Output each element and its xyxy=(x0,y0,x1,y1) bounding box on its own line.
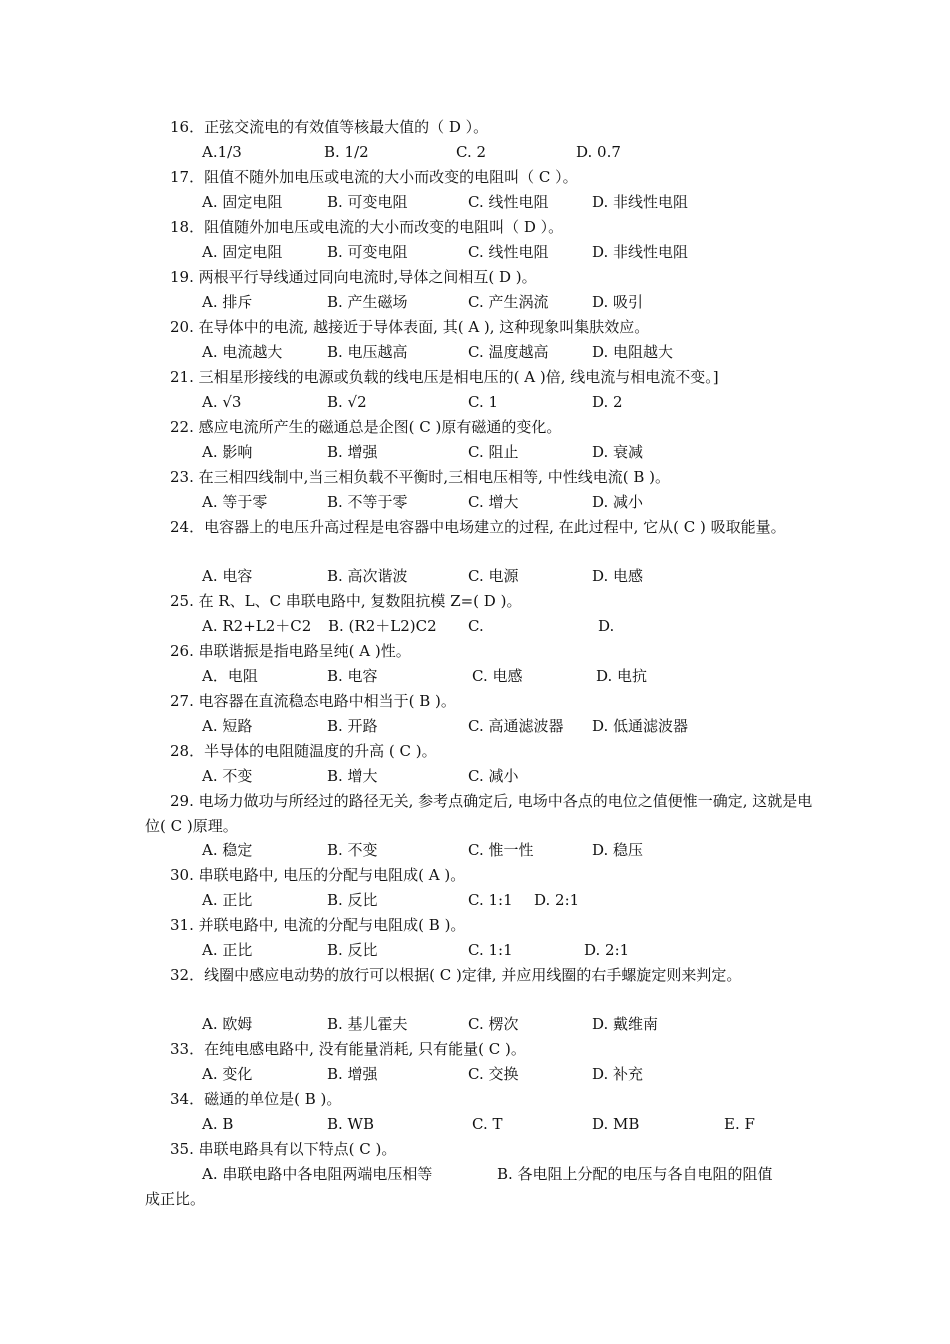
option-b: B. 电压越高 xyxy=(327,343,408,361)
question-18: 18．阻值随外加电压或电流的大小而改变的电阻叫（ D ）。 xyxy=(170,218,564,236)
option-c: C. 惟一性 xyxy=(468,841,534,859)
option-a: A.1/3 xyxy=(202,143,242,161)
option-d: D. 电感 xyxy=(592,567,644,585)
option-a: A. 串联电路中各电阻两端电压相等 xyxy=(202,1165,433,1183)
option-e: E. F xyxy=(724,1115,755,1133)
option-d: D. 0.7 xyxy=(576,143,621,161)
option-c: C. 温度越高 xyxy=(468,343,549,361)
option-a: A. 固定电阻 xyxy=(202,243,283,261)
option-d: D. 减小 xyxy=(592,493,644,511)
question-20: 20. 在导体中的电流, 越接近于导体表面, 其( A ), 这种现象叫集肤效应。 xyxy=(170,318,650,336)
option-d: D. 衰减 xyxy=(592,443,644,461)
question-25: 25. 在 R、L、C 串联电路中, 复数阻抗模 Z=( D )。 xyxy=(170,592,522,610)
question-24: 24．电容器上的电压升高过程是电容器中电场建立的过程, 在此过程中, 它从( C ) 吸取能量。 xyxy=(170,518,786,536)
question-22: 22. 感应电流所产生的磁通总是企图( C )原有磁通的变化。 xyxy=(170,418,562,436)
option-d: D. xyxy=(598,617,615,635)
option-d: D. 补充 xyxy=(592,1065,644,1083)
option-b: B. 不变 xyxy=(327,841,378,859)
option-a: A. B xyxy=(202,1115,234,1133)
option-d: D. 戴维南 xyxy=(592,1015,659,1033)
option-a: A. 等于零 xyxy=(202,493,268,511)
option-c: C. xyxy=(468,617,484,635)
option-d: D. 非线性电阻 xyxy=(592,243,689,261)
option-d: D. 2:1 xyxy=(534,891,580,909)
option-b: B. 各电阻上分配的电压与各自电阻的阻值 xyxy=(497,1165,773,1183)
option-a: A. 稳定 xyxy=(202,841,253,859)
question-21: 21. 三相星形接线的电源或负载的线电压是相电压的( A )倍, 线电流与相电流不变。] xyxy=(170,368,719,386)
question-19: 19. 两根平行导线通过同向电流时,导体之间相互( D )。 xyxy=(170,268,537,286)
question-34: 34．磁通的单位是( B )。 xyxy=(170,1090,342,1108)
option-c: C. T xyxy=(472,1115,503,1133)
option-a: A. 电流越大 xyxy=(202,343,283,361)
option-c: C. 1 xyxy=(468,393,499,411)
option-b: B. 增强 xyxy=(327,443,378,461)
option-c: C. 电感 xyxy=(472,667,523,685)
option-b: B. 反比 xyxy=(327,941,378,959)
option-a: A. 不变 xyxy=(202,767,253,785)
option-b: B. 高次谐波 xyxy=(327,567,408,585)
option-c: C. 线性电阻 xyxy=(468,243,549,261)
option-c: C. 1:1 xyxy=(468,891,513,909)
option-c: C. 交换 xyxy=(468,1065,519,1083)
question-17: 17．阻值不随外加电压或电流的大小而改变的电阻叫（ C ）。 xyxy=(170,168,578,186)
option-b: B. 可变电阻 xyxy=(327,193,408,211)
question-29: 29. 电场力做功与所经过的路径无关, 参考点确定后, 电场中各点的电位之值便惟一确定, 这就是电位( C )原理。 xyxy=(145,792,813,835)
question-16: 16．正弦交流电的有效值等核最大值的（ D ）。 xyxy=(170,118,489,136)
question-35-continuation: 成正比。 xyxy=(145,1190,206,1208)
option-a: A. 欧姆 xyxy=(202,1015,253,1033)
question-32: 32．线圈中感应电动势的放行可以根据( C )定律, 并应用线圈的右手螺旋定则来判定。 xyxy=(170,966,742,984)
option-c: C. 1:1 xyxy=(468,941,513,959)
option-a: A. 影响 xyxy=(202,443,253,461)
option-b: B. 增强 xyxy=(327,1065,378,1083)
option-b: B. 电容 xyxy=(327,667,378,685)
option-a: A. 正比 xyxy=(202,891,253,909)
option-c: C. 楞次 xyxy=(468,1015,519,1033)
option-d: D. 稳压 xyxy=(592,841,644,859)
option-a: A. 排斥 xyxy=(202,293,253,311)
option-d: D. 吸引 xyxy=(592,293,644,311)
option-d: D. MB xyxy=(592,1115,640,1133)
option-d: D. 低通滤波器 xyxy=(592,717,689,735)
option-d: D. 2:1 xyxy=(584,941,630,959)
option-a: A. 变化 xyxy=(202,1065,253,1083)
option-b: B. 产生磁场 xyxy=(327,293,408,311)
option-b: B. 不等于零 xyxy=(327,493,408,511)
option-b: B. √2 xyxy=(327,393,367,411)
option-c: C. 电源 xyxy=(468,567,519,585)
option-b: B. (R2＋L2)C2 xyxy=(328,617,437,635)
option-c: C. 2 xyxy=(456,143,487,161)
option-b: B. 反比 xyxy=(327,891,378,909)
option-b: B. 开路 xyxy=(327,717,378,735)
option-c: C. 高通滤波器 xyxy=(468,717,564,735)
option-c: C. 产生涡流 xyxy=(468,293,549,311)
option-a: A. 正比 xyxy=(202,941,253,959)
question-26: 26. 串联谐振是指电路呈纯( A )性。 xyxy=(170,642,411,660)
option-a: A. 短路 xyxy=(202,717,253,735)
question-31: 31. 并联电路中, 电流的分配与电阻成( B )。 xyxy=(170,916,466,934)
question-28: 28．半导体的电阻随温度的升高 ( C )。 xyxy=(170,742,437,760)
option-d: D. 电抗 xyxy=(596,667,648,685)
option-a: A. 固定电阻 xyxy=(202,193,283,211)
option-c: C. 减小 xyxy=(468,767,519,785)
option-a: A. √3 xyxy=(202,393,242,411)
option-b: B. 可变电阻 xyxy=(327,243,408,261)
option-d: D. 电阻越大 xyxy=(592,343,674,361)
question-33: 33．在纯电感电路中, 没有能量消耗, 只有能量( C )。 xyxy=(170,1040,526,1058)
option-c: C. 增大 xyxy=(468,493,519,511)
question-35: 35. 串联电路具有以下特点( C )。 xyxy=(170,1140,397,1158)
option-a: A. R2+L2＋C2 xyxy=(202,617,312,635)
option-b: B. 1/2 xyxy=(324,143,369,161)
option-a: A．电阻 xyxy=(202,667,258,685)
option-c: C. 线性电阻 xyxy=(468,193,549,211)
option-a: A. 电容 xyxy=(202,567,253,585)
option-b: B. 增大 xyxy=(327,767,378,785)
question-23: 23. 在三相四线制中,当三相负载不平衡时,三相电压相等, 中性线电流( B )。 xyxy=(170,468,670,486)
option-d: D. 非线性电阻 xyxy=(592,193,689,211)
question-27: 27. 电容器在直流稳态电路中相当于( B )。 xyxy=(170,692,456,710)
question-30: 30. 串联电路中, 电压的分配与电阻成( A )。 xyxy=(170,866,466,884)
option-d: D. 2 xyxy=(592,393,623,411)
option-b: B. WB xyxy=(327,1115,374,1133)
option-b: B. 基儿霍夫 xyxy=(327,1015,408,1033)
option-c: C. 阻止 xyxy=(468,443,519,461)
